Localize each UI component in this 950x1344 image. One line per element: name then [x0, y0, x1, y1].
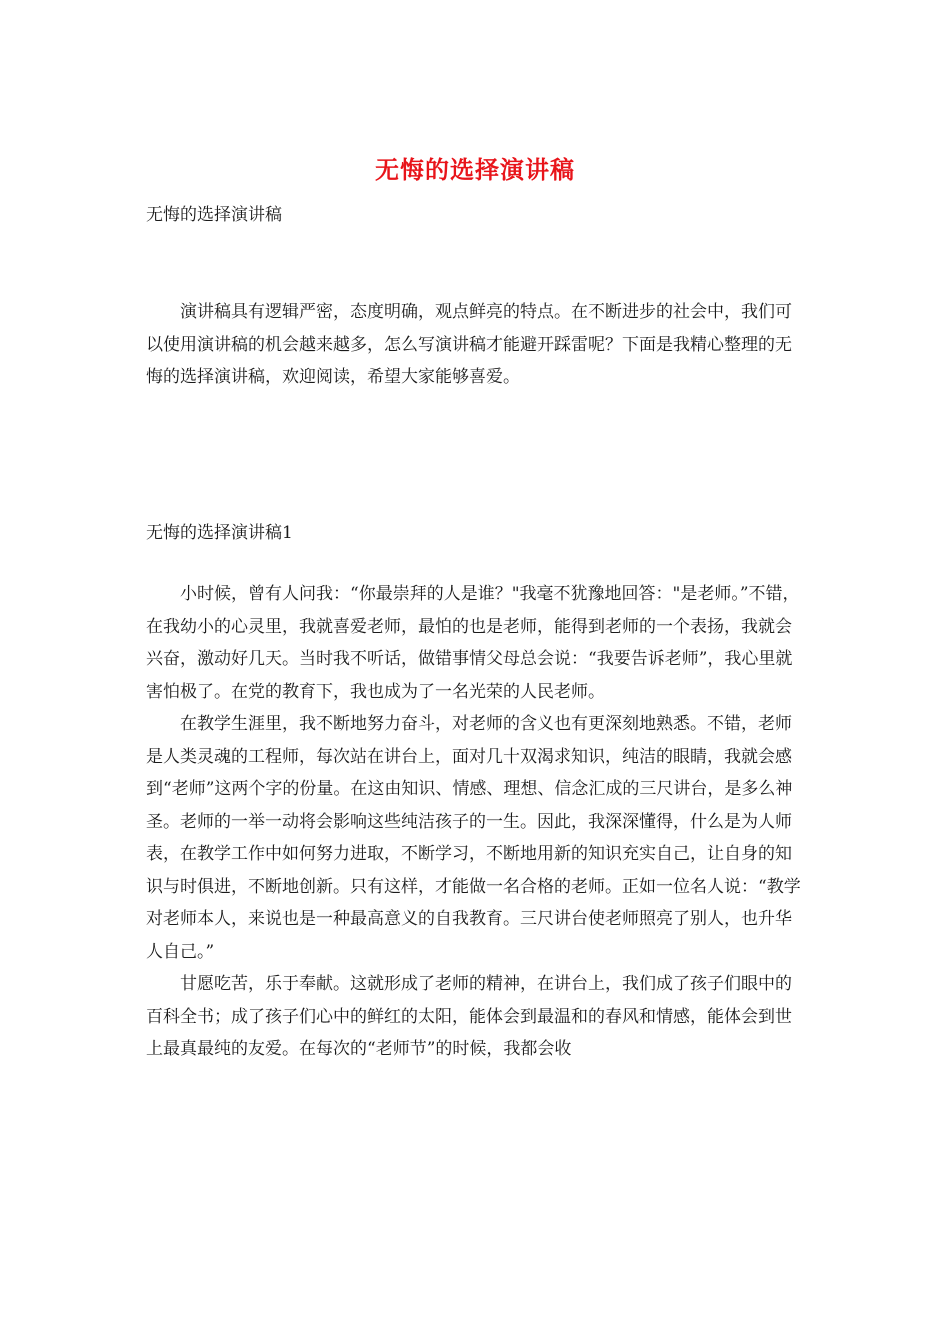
article-paragraph: 甘愿吃苦，乐于奉献。这就形成了老师的精神，在讲台上，我们成了孩子们眼中的百科全书；成了孩子们心中的鲜红的太阳，能体会到最温和的春风和情感，能体会到世上最真最纯的友爱。在每次的“老师节”的时候，我都会收 [146, 974, 792, 1059]
article-body [146, 578, 806, 1066]
document-title: 无悔的选择演讲稿 [375, 155, 575, 184]
intro-paragraph: 演讲稿具有逻辑严密，态度明确，观点鲜亮的特点。在不断进步的社会中，我们可以使用演讲稿的机会越来越多，怎么写演讲稿才能避开踩雷呢？下面是我精心整理的无悔的选择演讲稿，欢迎阅读，希望大家能够喜爱。 [146, 302, 792, 387]
article-paragraph: 在教学生涯里，我不断地努力奋斗，对老师的含义也有更深刻地熟悉。不错，老师是人类灵魂的工程师，每次站在讲台上，面对几十双渴求知识，纯洁的眼睛，我就会感到“老师”这两个字的份量。在这由知识、情感、理想、信念汇成的三尺讲台，是多么神圣。老师的一举一动将会影响这些纯洁孩子的一生。因此，我深深懂得，什么是为人师表，在教学工作中如何努力进取，不断学习，不断地用新的知识充实自己，让自身的知识与时俱进，不断地创新。只有这样，才能做一名合格的老师。正如一位名人说：“教学对老师本人，来说也是一种最高意义的自我教育。三尺讲台使老师照亮了别人，也升华人自己。” [146, 714, 801, 962]
article-paragraph: 小时候，曾有人问我：“你最崇拜的人是谁？"我毫不犹豫地回答："是老师。”不错，在我幼小的心灵里，我就喜爱老师，最怕的也是老师，能得到老师的一个表扬，我就会兴奋，激动好几天。当时我不听话，做错事情父母总会说：“我要告诉老师”，我心里就害怕极了。在党的教育下，我也成为了一名光荣的人民老师。 [146, 584, 800, 702]
document-subtitle: 无悔的选择演讲稿 [146, 205, 282, 225]
intro-block [146, 296, 806, 394]
section-heading: 无悔的选择演讲稿1 [146, 523, 293, 543]
